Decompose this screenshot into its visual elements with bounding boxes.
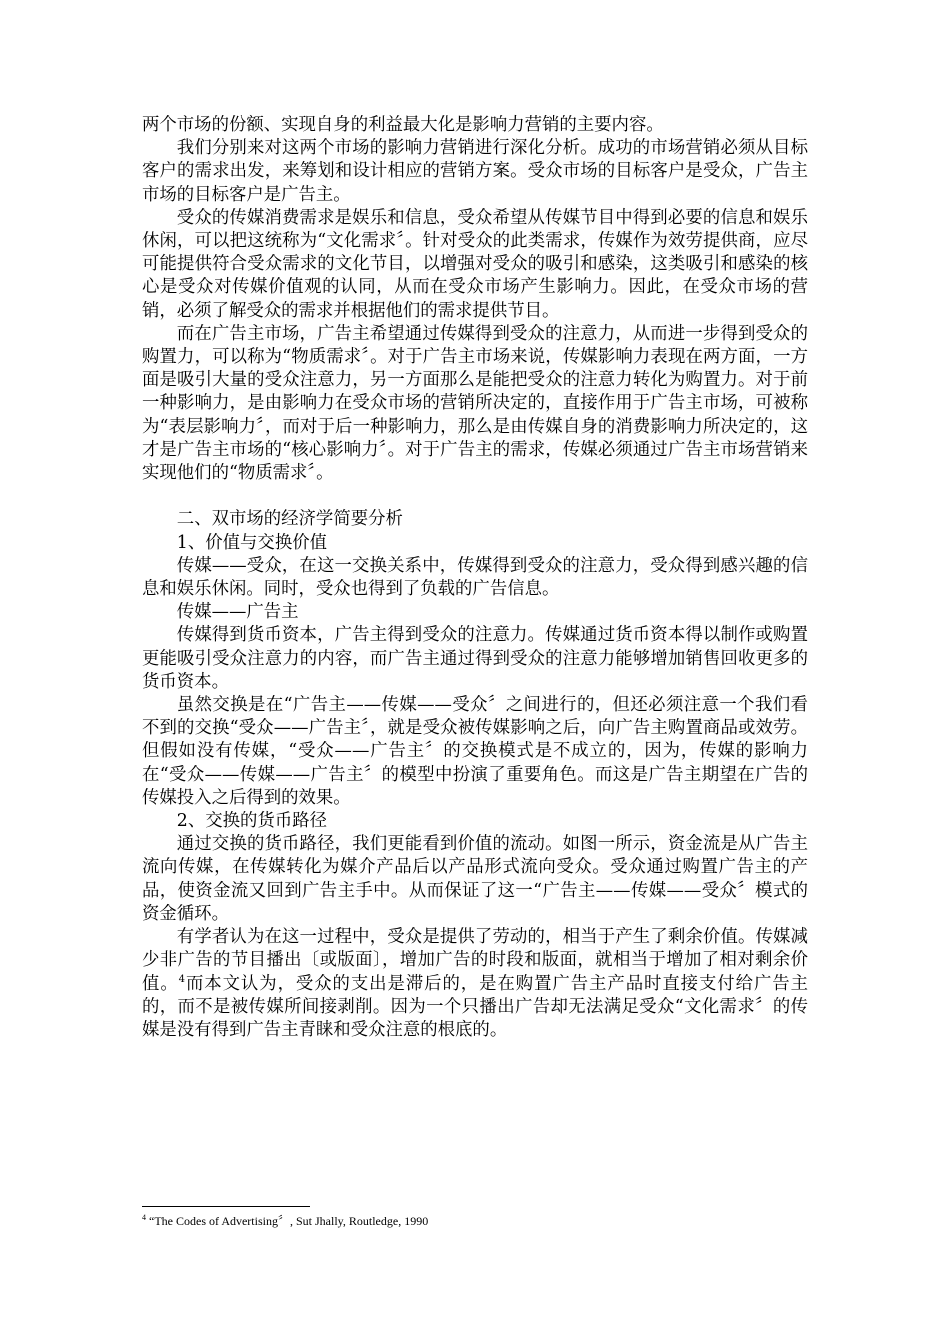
paragraph-market-analysis: 我们分别来对这两个市场的影响力营销进行深化分析。成功的市场营销必须从目标客户的需求出发，来筹划和设计相应的营销方案。受众市场的目标客户是受众，广告主市场的目标客户是广告主。 — [142, 138, 808, 205]
section-heading: 二、双市场的经济学简要分析 — [176, 509, 403, 530]
subheading-media-advertiser: 传媒——广告主 — [176, 602, 299, 623]
paragraph-media-audience: 传媒——受众，在这一交换关系中，传媒得到受众的注意力，受众得到感兴趣的信息和娱乐休闲。同时，受众也得到了负载的广告信息。 — [142, 555, 808, 600]
paragraph-hidden-exchange: 虽然交换是在“广告主——传媒——受众〞之间进行的，但还必须注意一个我们看不到的交换“受众——广告主〞，就是受众被传媒影响之后，向广告主购置商品或效劳。但假如没有传媒，“受众——广告主〞的交换模式是不成立的，因为，传媒的影响力在“受众——传媒——广告主〞的模型中扮演了重要角色。而这是广告主期望在广告的传媒投入之后得到的效果。 — [142, 695, 808, 808]
surplus-text-cont: 而本文认为，受众的支出是滞后的，是在购置广告主产品时直接支付给广告主的，而不是被传媒所间接剥削。因为一个只播出广告却无法满足受众“文化需求〞的传媒是没有得到广告主青睐和受众注意的根底的。 — [142, 973, 808, 1040]
section-spacer — [142, 485, 808, 508]
document-body — [142, 114, 808, 1042]
paragraph-continued: 两个市场的份额、实现自身的利益最大化是影响力营销的主要内容。 — [142, 115, 664, 135]
paragraph-advertiser-needs: 而在广告主市场，广告主希望通过传媒得到受众的注意力，从而进一步得到受众的购置力，可以称为“物质需求〞。对于广告主市场来说，传媒影响力表现在两方面，一方面是吸引大量的受众注意力，另一方面那么是能把受众的注意力转化为购置力。对于前一种影响力，是由影响力在受众市场的营销所决定的，直接作用于广告主市场，可被称为“表层影响力〞，而对于后一种影响力，那么是由传媒自身的消费影响力所决定的，这才是广告主市场的“核心影响力〞。对于广告主的需求，传媒必须通过广告主市场营销来实现他们的“物质需求〞。 — [142, 323, 808, 484]
subsection-heading-currency: 2、交换的货币路径 — [176, 811, 327, 832]
paragraph-media-capital: 传媒得到货币资本，广告主得到受众的注意力。传媒通过货币资本得以制作或购置更能吸引受众注意力的内容，而广告主通过得到受众的注意力能够增加销售回收更多的货币资本。 — [142, 625, 808, 692]
footnote-separator — [142, 1206, 310, 1207]
footnote-number: 4 — [142, 1213, 146, 1222]
paragraph-audience-needs: 受众的传媒消费需求是娱乐和信息，受众希望从传媒节目中得到必要的信息和娱乐休闲，可以把这统称为“文化需求〞。针对受众的此类需求，传媒作为效劳提供商，应尽可能提供符合受众需求的文化节目，以增强对受众的吸引和感染，这类吸引和感染的核心是受众对传媒价值观的认同，从而在受众市场产生影响力。因此，在受众市场的营销，必须了解受众的需求并根据他们的需求提供节目。 — [142, 207, 808, 321]
subsection-heading-value: 1、价值与交换价值 — [176, 532, 327, 553]
paragraph-currency-path: 通过交换的货币路径，我们更能看到价值的流动。如图一所示，资金流是从广告主流向传媒，在传媒转化为媒介产品后以产品形式流向受众。受众通过购置广告主的产品，使资金流又回到广告主手中。从而保证了这一“广告主——传媒——受众〞模式的资金循环。 — [142, 834, 808, 924]
footnote-text: “The Codes of Advertising〞, Sut Jhally, Routledge, 1990 — [149, 1214, 429, 1228]
footnote-reference[interactable]: 4 — [178, 973, 186, 985]
paragraph-surplus-value — [142, 926, 808, 1042]
footnote — [142, 1213, 808, 1229]
surplus-text: 有学者认为在这一过程中，受众是提供了劳动的，相当于产生了剩余价值。传媒减少非广告的节目播出〔或版面〕，增加广告的时段和版面，就相当于增加了相对剩余价值。 — [142, 927, 808, 994]
